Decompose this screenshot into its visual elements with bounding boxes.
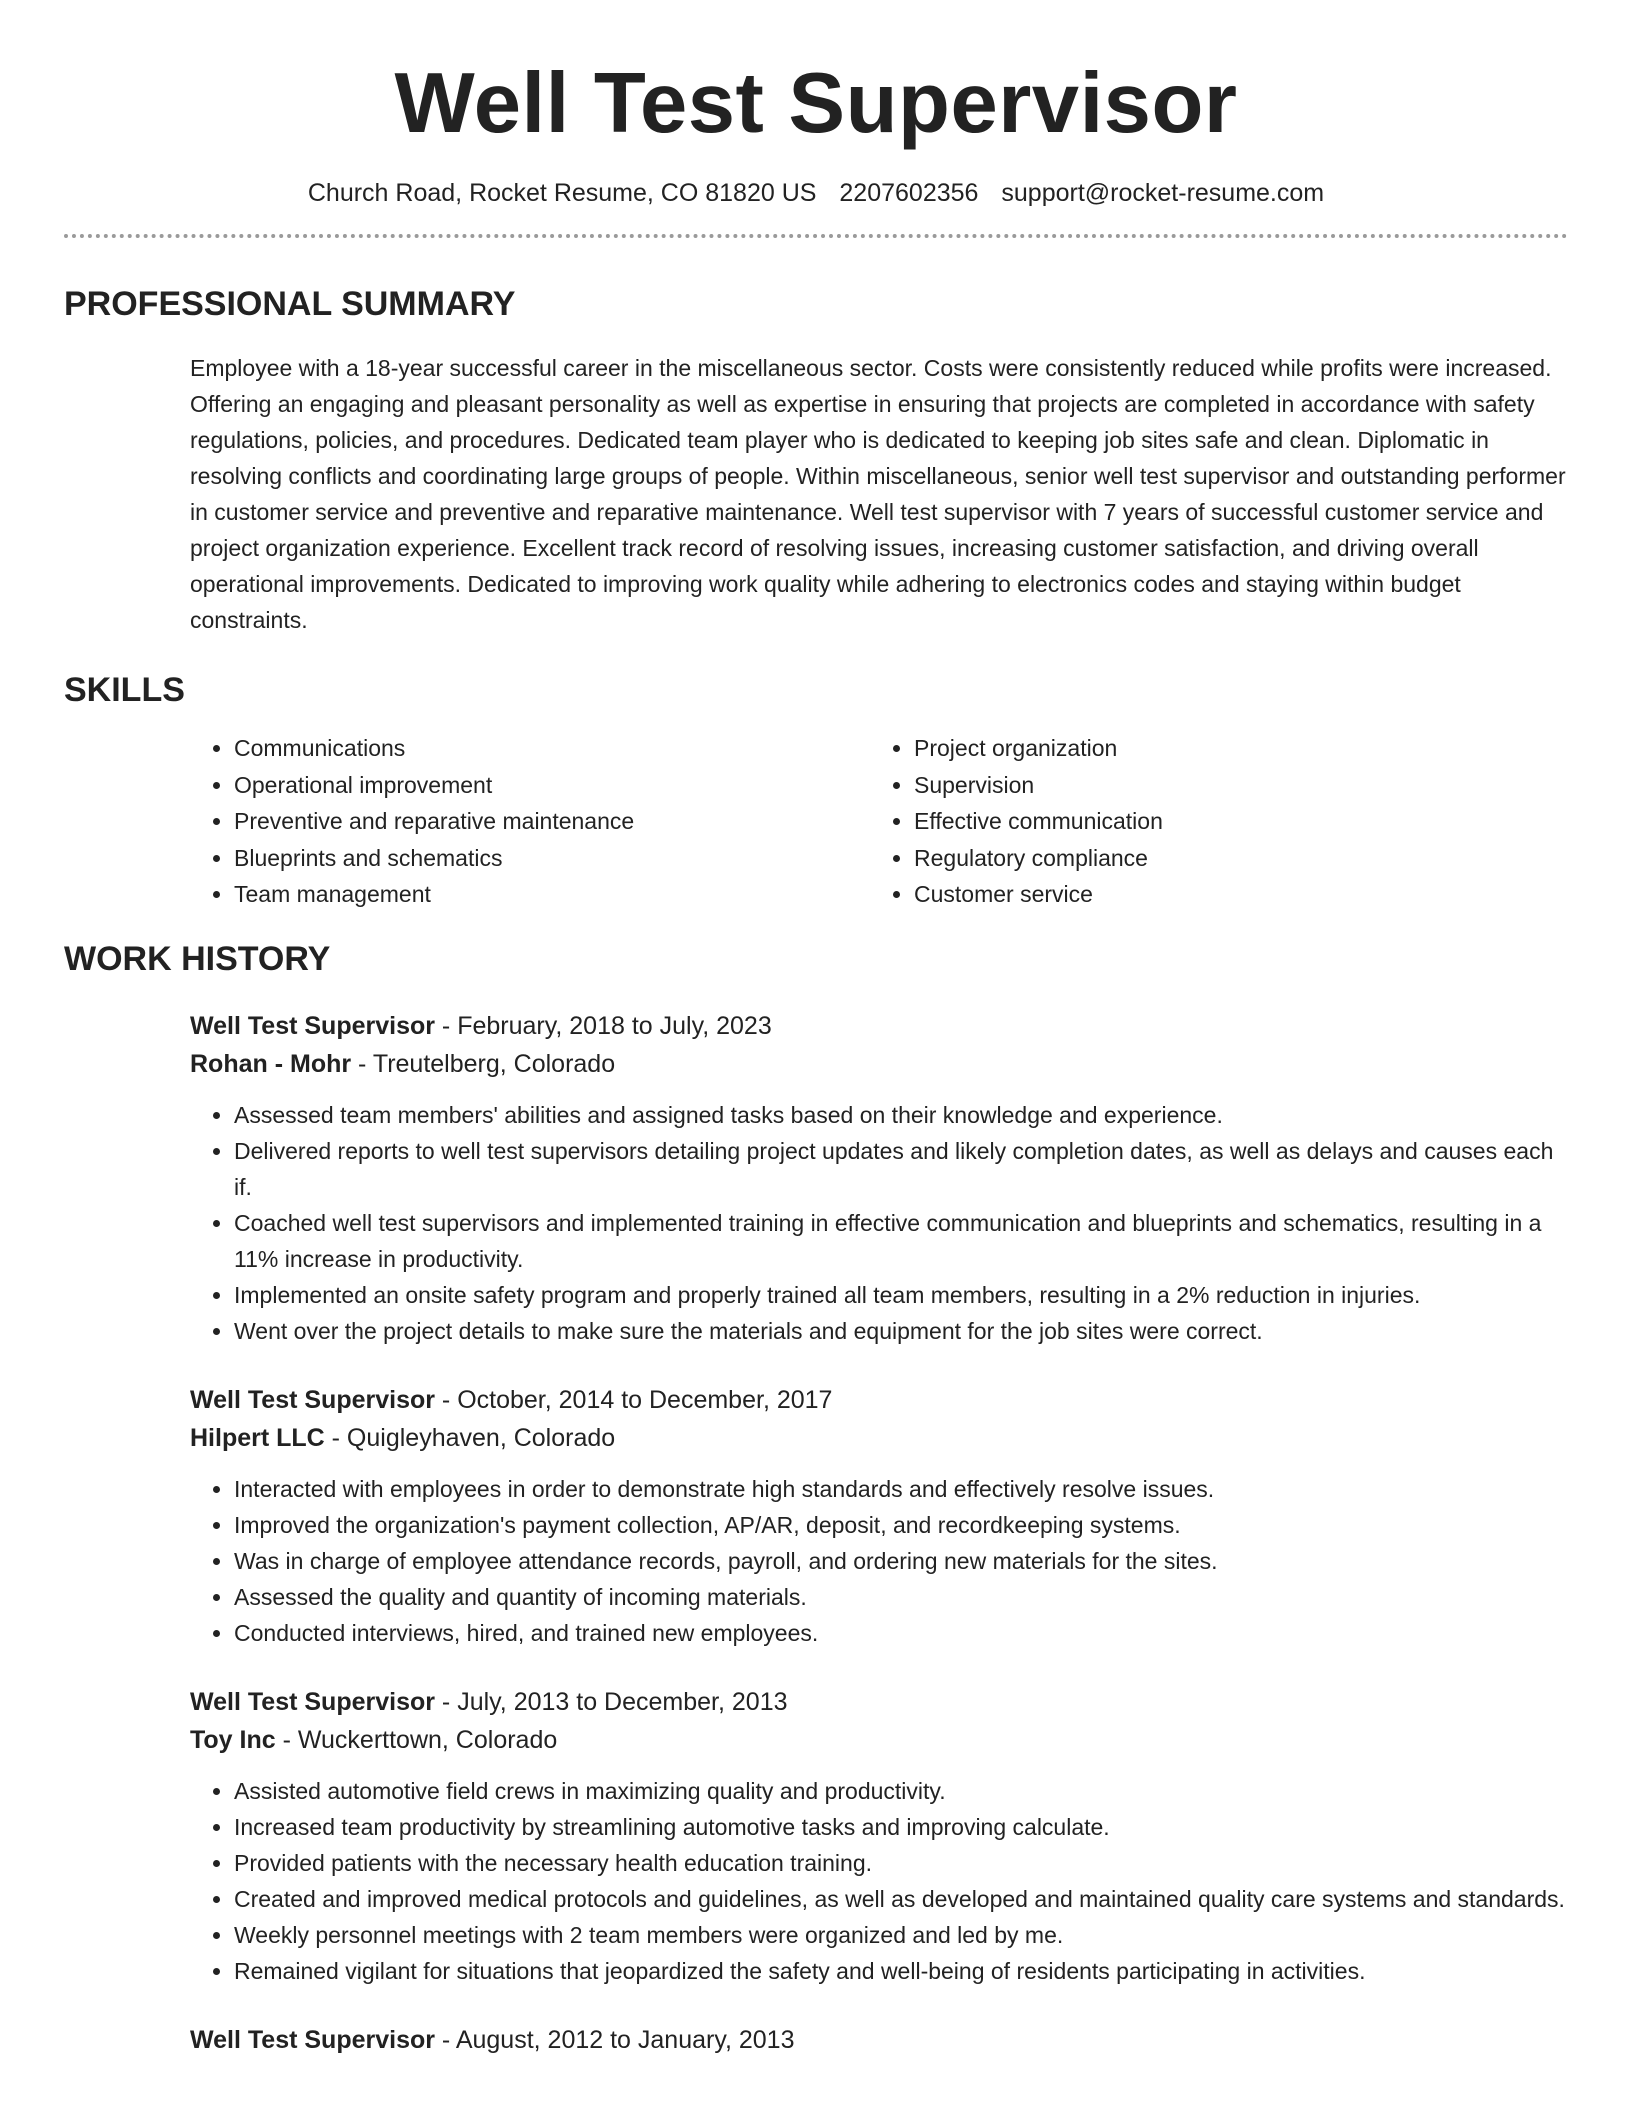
contact-address: Church Road, Rocket Resume, CO 81820 US bbox=[307, 179, 817, 207]
job-bullet: • Was in charge of employee attendance records, payroll, and ordering new materials for the sites. bbox=[234, 1543, 1568, 1579]
job-bullet: • Interacted with employees in order to demonstrate high standards and effectively resolve issues. bbox=[234, 1471, 1568, 1507]
job-dates: - August, 2012 to January, 2013 bbox=[434, 2025, 795, 2054]
job-role: Well Test Supervisor bbox=[190, 2025, 435, 2054]
job-title-line bbox=[190, 1381, 1568, 1419]
skill-item: • Regulatory compliance bbox=[914, 840, 1550, 877]
contact-phone: 2207602356 bbox=[839, 179, 979, 207]
skill-item: • Preventive and reparative maintenance bbox=[234, 803, 870, 840]
job-bullet: • Provided patients with the necessary health education training. bbox=[234, 1845, 1568, 1881]
skill-item: • Operational improvement bbox=[234, 767, 870, 804]
job-bullet: • Weekly personnel meetings with 2 team members were organized and led by me. bbox=[234, 1917, 1568, 1953]
skills-column-right bbox=[870, 730, 1550, 913]
job-bullet: • Improved the organization's payment collection, AP/AR, deposit, and recordkeeping systems. bbox=[234, 1507, 1568, 1543]
skill-item: • Customer service bbox=[914, 876, 1550, 913]
job-role: Well Test Supervisor bbox=[190, 1687, 435, 1716]
job-bullet: • Went over the project details to make sure the materials and equipment for the job sites were correct. bbox=[234, 1313, 1568, 1349]
job-company: Hilpert LLC bbox=[190, 1423, 325, 1452]
contact-line bbox=[64, 178, 1568, 208]
job-company: Toy Inc bbox=[190, 1725, 276, 1754]
skill-item: • Communications bbox=[234, 730, 870, 767]
skill-item: • Effective communication bbox=[914, 803, 1550, 840]
job-dates: - February, 2018 to July, 2023 bbox=[434, 1011, 772, 1040]
job-entry bbox=[190, 1381, 1568, 1651]
skills-section bbox=[64, 670, 1568, 913]
job-dates: - July, 2013 to December, 2013 bbox=[434, 1687, 788, 1716]
job-bullets bbox=[190, 1097, 1568, 1349]
job-entry bbox=[190, 1007, 1568, 1349]
job-company: Rohan - Mohr bbox=[190, 1049, 352, 1078]
job-location: - Wuckerttown, Colorado bbox=[275, 1725, 558, 1754]
job-company-line bbox=[190, 1419, 1568, 1457]
job-bullet: • Conducted interviews, hired, and trained new employees. bbox=[234, 1615, 1568, 1651]
skills-column-left bbox=[190, 730, 870, 913]
job-company-line bbox=[190, 1721, 1568, 1759]
job-dates: - October, 2014 to December, 2017 bbox=[434, 1385, 833, 1414]
job-bullet: • Assessed team members' abilities and assigned tasks based on their knowledge and experience. bbox=[234, 1097, 1568, 1133]
summary-section bbox=[64, 284, 1568, 638]
skill-item: • Team management bbox=[234, 876, 870, 913]
skill-item: • Supervision bbox=[914, 767, 1550, 804]
job-bullet: • Remained vigilant for situations that jeopardized the safety and well-being of residents participating in activities. bbox=[234, 1953, 1568, 1989]
job-entry bbox=[190, 2021, 1568, 2059]
resume-name: Well Test Supervisor bbox=[394, 56, 1238, 151]
skill-item: • Project organization bbox=[914, 730, 1550, 767]
job-title-line bbox=[190, 1007, 1568, 1045]
job-location: - Treutelberg, Colorado bbox=[351, 1049, 616, 1078]
job-title-line bbox=[190, 1683, 1568, 1721]
job-role: Well Test Supervisor bbox=[190, 1385, 435, 1414]
summary-text: Employee with a 18-year successful career in the miscellaneous sector. Costs were consistently reduced while profits were increased. Offering an engaging and pleasant personality as well as expertise in ensuring that projects are completed in accordance with safety regulations, policies, and procedures. Dedicated team player who is dedicated to keeping job sites safe and clean. Diplomatic in resolving conflicts and coordinating large groups of people. Within miscellaneous, senior well test supervisor and outstanding performer in customer service and preventive and reparative maintenance. Well test supervisor with 7 years of successful customer service and project organization experience. Excellent track record of resolving issues, increasing customer satisfaction, and driving overall operational improvements. Dedicated to improving work quality while adhering to electronics codes and staying within budget constraints. bbox=[190, 355, 1566, 633]
skills-grid bbox=[190, 730, 1568, 913]
job-bullet: • Implemented an onsite safety program and properly trained all team members, resulting in a 2% reduction in injuries. bbox=[234, 1277, 1568, 1313]
header-divider bbox=[64, 234, 1568, 238]
job-bullet: • Assisted automotive field crews in maximizing quality and productivity. bbox=[234, 1773, 1568, 1809]
skills-heading: SKILLS bbox=[64, 671, 185, 709]
job-bullets bbox=[190, 1773, 1568, 1989]
job-location: - Quigleyhaven, Colorado bbox=[324, 1423, 616, 1452]
job-role: Well Test Supervisor bbox=[190, 1011, 435, 1040]
job-bullet: • Assessed the quality and quantity of incoming materials. bbox=[234, 1579, 1568, 1615]
contact-email: support@rocket-resume.com bbox=[1001, 179, 1325, 207]
work-history-section bbox=[64, 939, 1568, 2059]
job-entry bbox=[190, 1683, 1568, 1989]
job-bullet: • Coached well test supervisors and implemented training in effective communication and blueprints and schematics, resulting in a 11% increase in productivity. bbox=[234, 1205, 1568, 1277]
resume-page bbox=[64, 0, 1568, 2059]
job-bullet: • Delivered reports to well test supervisors detailing project updates and likely completion dates, as well as delays and causes each if. bbox=[234, 1133, 1568, 1205]
job-bullets bbox=[190, 1471, 1568, 1651]
work-history-heading: WORK HISTORY bbox=[64, 939, 331, 978]
job-bullet: • Created and improved medical protocols and guidelines, as well as developed and maintained quality care systems and standards. bbox=[234, 1881, 1568, 1917]
job-company-line bbox=[190, 1045, 1568, 1083]
skill-item: • Blueprints and schematics bbox=[234, 840, 870, 877]
job-bullet: • Increased team productivity by streamlining automotive tasks and improving calculate. bbox=[234, 1809, 1568, 1845]
job-title-line bbox=[190, 2021, 1568, 2059]
summary-heading: PROFESSIONAL SUMMARY bbox=[64, 285, 516, 323]
